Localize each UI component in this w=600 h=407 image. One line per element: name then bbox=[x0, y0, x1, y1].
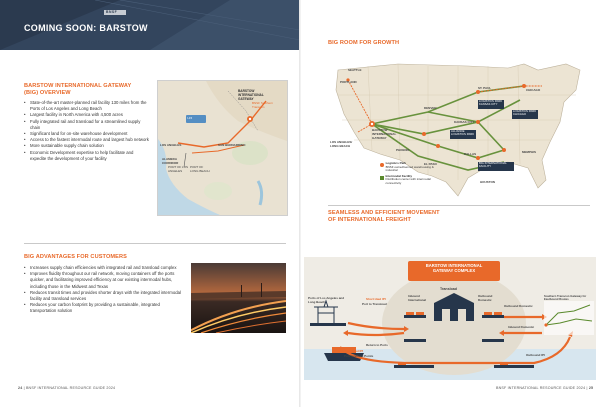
city-phoenix: PHOENIX bbox=[396, 148, 410, 152]
map-legend bbox=[380, 162, 440, 186]
map-rail-label: I-15 bbox=[187, 116, 193, 120]
movement-heading-line1: SEAMLESS AND EFFICIENT MOVEMENT bbox=[328, 210, 440, 216]
advantage-bullet: • Reduces your carbon footprint by providing a sustainable, integrated transportation solution bbox=[24, 302, 184, 314]
overview-heading-line2: (BIG) OVERVIEW bbox=[24, 89, 71, 96]
right-footer-text: BNSF INTERNATIONAL RESOURCE GUIDE 2024 bbox=[496, 386, 586, 390]
city-st-paul: ST. PAUL bbox=[478, 86, 492, 90]
complex-title-line1: BARSTOW INTERNATIONAL bbox=[425, 263, 483, 268]
growth-heading: BIG ROOM FOR GROWTH bbox=[328, 40, 400, 46]
complex-title bbox=[408, 263, 500, 273]
label-transload: Transload bbox=[440, 287, 457, 291]
label-transcon: Southern Transcon Gateway for Eastbound Routes bbox=[544, 294, 587, 302]
page-separator: | bbox=[586, 386, 589, 390]
overview-bullet: • Fully integrated rail and transload for a streamlined supply chain bbox=[24, 119, 150, 131]
left-footer-text: BNSF INTERNATIONAL RESOURCE GUIDE 2024 bbox=[25, 386, 116, 390]
advantages-heading: BIG ADVANTAGES FOR CUSTOMERS bbox=[24, 254, 127, 260]
us-map-graphic bbox=[328, 50, 588, 200]
overview-heading-line1: BARSTOW INTERNATIONAL GATEWAY bbox=[24, 83, 132, 89]
map-alameda-label: ALAMEDA CORRIDOR bbox=[162, 157, 179, 165]
map-port-la: PORT OF LOS ANGELES bbox=[168, 165, 189, 173]
map-port-lb: PORT OF LONG BEACH bbox=[190, 165, 210, 173]
label-ports: Ports of Los Angeles and Long Beach bbox=[308, 296, 345, 304]
map-route-label: BNSF Southern Transcon bbox=[252, 101, 274, 109]
label-outbound-domestic-in: Outbound Domestic bbox=[478, 294, 493, 302]
map-sb-label: SAN BERNARDINO bbox=[218, 143, 246, 147]
label-long-haul: Long Haul IPI bbox=[344, 349, 364, 353]
city-memphis: MEMPHIS bbox=[522, 150, 537, 154]
city-kansas-city: KANSAS CITY bbox=[454, 120, 475, 124]
complex-title-line2: GATEWAY COMPLEX bbox=[432, 268, 476, 273]
legend-logistics-title: Logistics Park bbox=[385, 161, 407, 165]
callout-lp-kc: LOGISTICS PARK KANSAS CITY bbox=[479, 99, 503, 106]
overview-bullet: • State-of-the-art master-planned rail facility 130 miles from the Ports of Los Angeles and Long Beach bbox=[24, 100, 150, 112]
label-outbound-domestic: Outbound Domestic bbox=[504, 304, 533, 308]
movement-heading bbox=[328, 210, 528, 223]
city-dallas: DALLAS bbox=[464, 152, 477, 156]
overview-bullet: • Significant land for on-site warehouse development bbox=[24, 131, 150, 137]
map-la-label: LOS ANGELES bbox=[160, 143, 182, 147]
overview-bullet: • More sustainable supply chain solution bbox=[24, 143, 150, 149]
city-el-paso: EL PASO bbox=[424, 162, 437, 166]
rail-photo bbox=[191, 263, 286, 333]
map-big-label: BARSTOW INTERNATIONAL GATEWAY bbox=[238, 89, 264, 101]
freight-diagram-graphic bbox=[304, 257, 596, 380]
title-banner bbox=[0, 0, 300, 50]
movement-heading-line2: OF INTERNATIONAL FREIGHT bbox=[328, 216, 411, 223]
banner-tag: BNSF bbox=[106, 10, 118, 14]
logistics-park-icon bbox=[380, 163, 384, 167]
overview-bullets bbox=[24, 100, 150, 162]
right-footer bbox=[496, 386, 593, 390]
us-map-big-label: BARSTOW INTERNATIONAL GATEWAY bbox=[372, 128, 397, 140]
left-footer bbox=[18, 386, 115, 390]
intermodal-facility-icon bbox=[380, 176, 384, 180]
overview-bullet: • Largest facility in North America with 4,500 acres bbox=[24, 112, 150, 118]
left-page-number: 24 bbox=[18, 386, 23, 390]
left-divider bbox=[24, 243, 286, 244]
label-inbound-intl: Inbound International bbox=[408, 294, 427, 302]
label-inbound-domestic: Inbound Domestic bbox=[508, 325, 535, 329]
overview-bullet: • Economic Development expertise to help facilitate and expedite the development of your facility bbox=[24, 150, 150, 162]
callout-alliance: ALLIANCE LOGISTICS PARK bbox=[451, 129, 475, 136]
freight-diagram bbox=[304, 257, 596, 380]
overview-heading bbox=[24, 83, 164, 96]
city-portland: PORTLAND bbox=[340, 80, 357, 84]
us-network-map bbox=[328, 50, 588, 200]
legend-intermodal-desc: Distribution center with intermodal connectivity bbox=[385, 177, 431, 185]
advantage-bullet: • Improves fluidity throughout our rail network, moving containers off the ports quicker, and facilitating improved efficiency at our existing intermodal hubs, including those in the Midwest and Texas bbox=[24, 271, 184, 290]
banner-title: COMING SOON: BARSTOW bbox=[24, 23, 148, 33]
legend-item-intermodal bbox=[380, 175, 440, 186]
advantage-bullet: • Reduces transit times and provides shorter drays with the integrated intermodal facility and transload services bbox=[24, 290, 184, 302]
rail-photo-graphic bbox=[191, 263, 286, 333]
overview-bullet: • Access to the fastest intermodal route and largest hub network bbox=[24, 137, 150, 143]
label-port-inland: Port to Inland Points bbox=[344, 354, 374, 358]
us-map-la-label: LOS ANGELES/ LONG BEACH bbox=[330, 140, 353, 148]
socal-map bbox=[157, 80, 288, 216]
label-short-haul: Short Haul IPI bbox=[366, 297, 386, 301]
legend-intermodal-title: Intermodal Facility bbox=[385, 173, 413, 178]
advantage-bullet: • Increases supply chain efficiencies with integrated rail and transload complex bbox=[24, 265, 184, 271]
advantages-bullets bbox=[24, 265, 184, 315]
city-chicago: CHICAGO bbox=[526, 88, 541, 92]
right-divider bbox=[328, 205, 590, 206]
page-separator: | bbox=[23, 386, 26, 390]
label-port-to-transload: Port to Transload bbox=[362, 302, 387, 306]
right-page-number: 25 bbox=[588, 386, 594, 390]
right-page bbox=[300, 0, 600, 407]
city-seattle: SEATTLE bbox=[348, 68, 362, 72]
label-return-ports: Return to Ports bbox=[366, 343, 388, 347]
callout-lp-chicago: LOGISTICS PARK CHICAGO bbox=[513, 109, 537, 116]
legend-item-logistics bbox=[380, 162, 440, 173]
label-outbound-ipi: Outbound IPI bbox=[526, 353, 545, 357]
callout-big-facility: BIG INTERNATIONAL FACILITY bbox=[479, 161, 507, 168]
legend-logistics-desc: BNSF owned/served warehousing & industrial bbox=[385, 164, 434, 173]
city-denver: DENVER bbox=[424, 106, 437, 110]
city-houston: HOUSTON bbox=[480, 180, 495, 184]
